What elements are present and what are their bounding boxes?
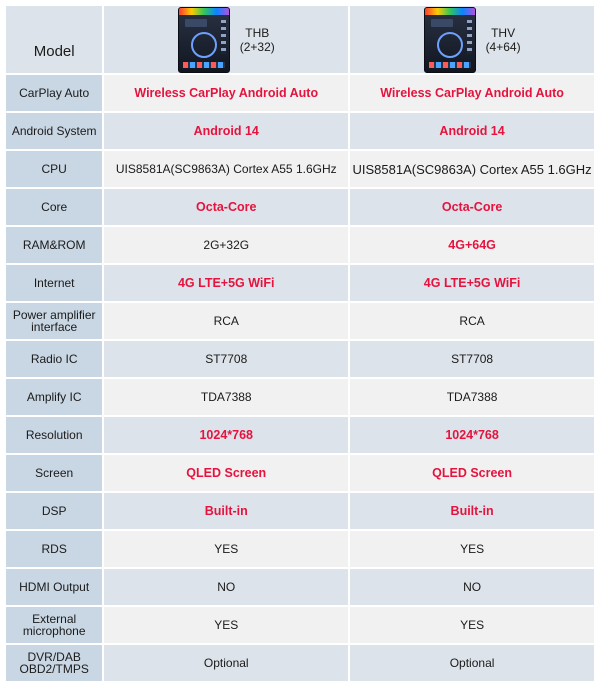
row-label: DVR/DAB OBD2/TMPS bbox=[6, 645, 102, 681]
row-label: Internet bbox=[6, 265, 102, 301]
cell-thb: YES bbox=[104, 531, 348, 567]
row-label: Core bbox=[6, 189, 102, 225]
cell-thb: Optional bbox=[104, 645, 348, 681]
table-row bbox=[6, 75, 594, 111]
cell-thv: YES bbox=[350, 607, 594, 643]
table-row bbox=[6, 531, 594, 567]
row-label: RAM&ROM bbox=[6, 227, 102, 263]
cell-thv: 4G+64G bbox=[350, 227, 594, 263]
car-stereo-device-image bbox=[424, 7, 476, 73]
table-row bbox=[6, 379, 594, 415]
table-row bbox=[6, 569, 594, 605]
cell-thb: Wireless CarPlay Android Auto bbox=[104, 75, 348, 111]
cell-thb: NO bbox=[104, 569, 348, 605]
cell-thv: Built-in bbox=[350, 493, 594, 529]
cell-thb: RCA bbox=[104, 303, 348, 339]
cell-thb: Built-in bbox=[104, 493, 348, 529]
cell-thb: TDA7388 bbox=[104, 379, 348, 415]
product-name: THB bbox=[245, 25, 270, 40]
cell-thv: RCA bbox=[350, 303, 594, 339]
cell-thb: YES bbox=[104, 607, 348, 643]
table-row bbox=[6, 455, 594, 491]
cell-thv: NO bbox=[350, 569, 594, 605]
row-label: Screen bbox=[6, 455, 102, 491]
header-row bbox=[6, 6, 594, 73]
cell-thb: Octa-Core bbox=[104, 189, 348, 225]
row-label: DSP bbox=[6, 493, 102, 529]
cell-thv: Octa-Core bbox=[350, 189, 594, 225]
table-row bbox=[6, 341, 594, 377]
cell-thb: ST7708 bbox=[104, 341, 348, 377]
row-label: RDS bbox=[6, 531, 102, 567]
row-label: CPU bbox=[6, 151, 102, 187]
spec-comparison-sheet bbox=[4, 4, 596, 683]
table-row bbox=[6, 151, 594, 187]
row-label: Radio IC bbox=[6, 341, 102, 377]
cell-thb: 2G+32G bbox=[104, 227, 348, 263]
cell-thb: UIS8581A(SC9863A) Cortex A55 1.6GHz bbox=[104, 151, 348, 187]
product-config: (4+64) bbox=[485, 39, 521, 54]
row-label: Power amplifier interface bbox=[6, 303, 102, 339]
cell-thv: TDA7388 bbox=[350, 379, 594, 415]
cell-thb: Android 14 bbox=[104, 113, 348, 149]
cell-thv: 1024*768 bbox=[350, 417, 594, 453]
table-row bbox=[6, 303, 594, 339]
table-row bbox=[6, 645, 594, 681]
car-stereo-device-image bbox=[178, 7, 230, 73]
cell-thb: QLED Screen bbox=[104, 455, 348, 491]
row-label: HDMI Output bbox=[6, 569, 102, 605]
product-name: THV bbox=[491, 25, 516, 40]
cell-thv: 4G LTE+5G WiFi bbox=[350, 265, 594, 301]
product-config: (2+32) bbox=[239, 39, 275, 54]
table-row bbox=[6, 189, 594, 225]
cell-thv: QLED Screen bbox=[350, 455, 594, 491]
table-row bbox=[6, 113, 594, 149]
table-row bbox=[6, 265, 594, 301]
cell-thv: UIS8581A(SC9863A) Cortex A55 1.6GHz bbox=[350, 151, 594, 187]
product-header-thb bbox=[104, 6, 348, 73]
product-header-thv bbox=[350, 6, 594, 73]
row-label: CarPlay Auto bbox=[6, 75, 102, 111]
table-row bbox=[6, 607, 594, 643]
row-label: Amplify IC bbox=[6, 379, 102, 415]
spec-comparison-table bbox=[4, 4, 596, 683]
model-header-cell bbox=[6, 6, 102, 73]
table-row bbox=[6, 227, 594, 263]
cell-thv: Optional bbox=[350, 645, 594, 681]
cell-thv: Wireless CarPlay Android Auto bbox=[350, 75, 594, 111]
row-label: External microphone bbox=[6, 607, 102, 643]
cell-thb: 4G LTE+5G WiFi bbox=[104, 265, 348, 301]
cell-thv: YES bbox=[350, 531, 594, 567]
cell-thv: ST7708 bbox=[350, 341, 594, 377]
row-label: Resolution bbox=[6, 417, 102, 453]
model-label: Model bbox=[33, 43, 75, 60]
table-row bbox=[6, 417, 594, 453]
table-row bbox=[6, 493, 594, 529]
row-label: Android System bbox=[6, 113, 102, 149]
cell-thv: Android 14 bbox=[350, 113, 594, 149]
cell-thb: 1024*768 bbox=[104, 417, 348, 453]
